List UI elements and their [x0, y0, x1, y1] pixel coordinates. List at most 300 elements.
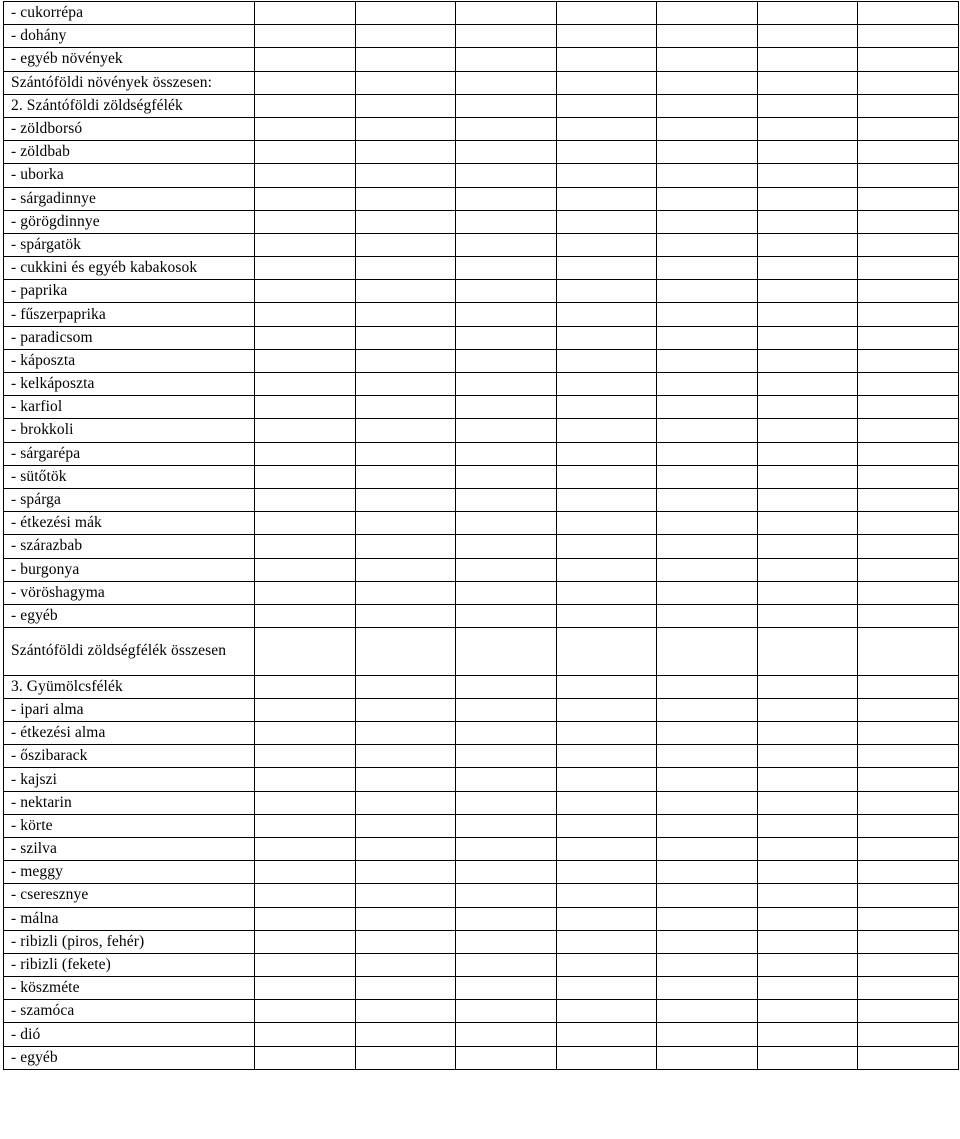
value-cell[interactable]: [255, 628, 356, 676]
value-cell[interactable]: [557, 1046, 657, 1069]
value-cell[interactable]: [456, 907, 557, 930]
value-cell[interactable]: [858, 628, 959, 676]
value-cell[interactable]: [758, 581, 858, 604]
value-cell[interactable]: [657, 488, 758, 511]
value-cell[interactable]: [255, 94, 356, 117]
value-cell[interactable]: [557, 953, 657, 976]
value-cell[interactable]: [858, 675, 959, 698]
value-cell[interactable]: [858, 442, 959, 465]
value-cell[interactable]: [758, 837, 858, 860]
value-cell[interactable]: [456, 442, 557, 465]
value-cell[interactable]: [758, 280, 858, 303]
value-cell[interactable]: [858, 164, 959, 187]
value-cell[interactable]: [456, 1046, 557, 1069]
value-cell[interactable]: [356, 488, 456, 511]
value-cell[interactable]: [356, 257, 456, 280]
value-cell[interactable]: [657, 1023, 758, 1046]
value-cell[interactable]: [657, 814, 758, 837]
value-cell[interactable]: [858, 419, 959, 442]
value-cell[interactable]: [758, 907, 858, 930]
value-cell[interactable]: [456, 25, 557, 48]
value-cell[interactable]: [657, 884, 758, 907]
value-cell[interactable]: [858, 837, 959, 860]
value-cell[interactable]: [557, 141, 657, 164]
value-cell[interactable]: [255, 396, 356, 419]
value-cell[interactable]: [456, 233, 557, 256]
value-cell[interactable]: [356, 977, 456, 1000]
value-cell[interactable]: [255, 210, 356, 233]
value-cell[interactable]: [758, 233, 858, 256]
value-cell[interactable]: [255, 722, 356, 745]
value-cell[interactable]: [557, 71, 657, 94]
value-cell[interactable]: [456, 837, 557, 860]
value-cell[interactable]: [758, 164, 858, 187]
value-cell[interactable]: [456, 187, 557, 210]
value-cell[interactable]: [557, 280, 657, 303]
value-cell[interactable]: [758, 722, 858, 745]
value-cell[interactable]: [255, 280, 356, 303]
value-cell[interactable]: [657, 210, 758, 233]
value-cell[interactable]: [858, 535, 959, 558]
value-cell[interactable]: [758, 141, 858, 164]
value-cell[interactable]: [255, 837, 356, 860]
value-cell[interactable]: [255, 326, 356, 349]
value-cell[interactable]: [356, 326, 456, 349]
value-cell[interactable]: [557, 326, 657, 349]
value-cell[interactable]: [255, 768, 356, 791]
value-cell[interactable]: [456, 488, 557, 511]
value-cell[interactable]: [858, 884, 959, 907]
value-cell[interactable]: [758, 791, 858, 814]
value-cell[interactable]: [456, 861, 557, 884]
value-cell[interactable]: [657, 94, 758, 117]
value-cell[interactable]: [858, 280, 959, 303]
value-cell[interactable]: [356, 698, 456, 721]
value-cell[interactable]: [356, 604, 456, 627]
value-cell[interactable]: [858, 977, 959, 1000]
value-cell[interactable]: [356, 465, 456, 488]
value-cell[interactable]: [557, 465, 657, 488]
value-cell[interactable]: [356, 442, 456, 465]
value-cell[interactable]: [758, 628, 858, 676]
value-cell[interactable]: [255, 558, 356, 581]
value-cell[interactable]: [657, 907, 758, 930]
value-cell[interactable]: [557, 930, 657, 953]
value-cell[interactable]: [657, 326, 758, 349]
value-cell[interactable]: [557, 768, 657, 791]
value-cell[interactable]: [456, 373, 557, 396]
value-cell[interactable]: [758, 768, 858, 791]
value-cell[interactable]: [557, 2, 657, 25]
value-cell[interactable]: [356, 210, 456, 233]
value-cell[interactable]: [858, 930, 959, 953]
value-cell[interactable]: [657, 768, 758, 791]
value-cell[interactable]: [858, 349, 959, 372]
value-cell[interactable]: [255, 349, 356, 372]
value-cell[interactable]: [657, 930, 758, 953]
value-cell[interactable]: [858, 25, 959, 48]
value-cell[interactable]: [557, 373, 657, 396]
value-cell[interactable]: [356, 837, 456, 860]
value-cell[interactable]: [557, 512, 657, 535]
value-cell[interactable]: [858, 373, 959, 396]
value-cell[interactable]: [356, 628, 456, 676]
value-cell[interactable]: [657, 604, 758, 627]
value-cell[interactable]: [356, 675, 456, 698]
value-cell[interactable]: [557, 861, 657, 884]
value-cell[interactable]: [356, 349, 456, 372]
value-cell[interactable]: [657, 257, 758, 280]
value-cell[interactable]: [657, 465, 758, 488]
value-cell[interactable]: [356, 907, 456, 930]
value-cell[interactable]: [858, 745, 959, 768]
value-cell[interactable]: [758, 2, 858, 25]
value-cell[interactable]: [255, 71, 356, 94]
value-cell[interactable]: [758, 396, 858, 419]
value-cell[interactable]: [557, 94, 657, 117]
value-cell[interactable]: [557, 303, 657, 326]
value-cell[interactable]: [858, 814, 959, 837]
value-cell[interactable]: [255, 257, 356, 280]
value-cell[interactable]: [657, 442, 758, 465]
value-cell[interactable]: [858, 1000, 959, 1023]
value-cell[interactable]: [456, 1000, 557, 1023]
value-cell[interactable]: [657, 558, 758, 581]
value-cell[interactable]: [557, 977, 657, 1000]
value-cell[interactable]: [557, 257, 657, 280]
value-cell[interactable]: [557, 349, 657, 372]
value-cell[interactable]: [758, 884, 858, 907]
value-cell[interactable]: [356, 861, 456, 884]
value-cell[interactable]: [657, 373, 758, 396]
value-cell[interactable]: [557, 442, 657, 465]
value-cell[interactable]: [657, 535, 758, 558]
value-cell[interactable]: [758, 349, 858, 372]
value-cell[interactable]: [255, 745, 356, 768]
value-cell[interactable]: [858, 48, 959, 71]
value-cell[interactable]: [456, 814, 557, 837]
value-cell[interactable]: [255, 604, 356, 627]
value-cell[interactable]: [758, 977, 858, 1000]
value-cell[interactable]: [858, 2, 959, 25]
value-cell[interactable]: [356, 117, 456, 140]
value-cell[interactable]: [858, 233, 959, 256]
value-cell[interactable]: [356, 953, 456, 976]
value-cell[interactable]: [858, 581, 959, 604]
value-cell[interactable]: [758, 930, 858, 953]
value-cell[interactable]: [657, 141, 758, 164]
value-cell[interactable]: [557, 25, 657, 48]
value-cell[interactable]: [858, 396, 959, 419]
value-cell[interactable]: [557, 210, 657, 233]
value-cell[interactable]: [456, 722, 557, 745]
value-cell[interactable]: [255, 373, 356, 396]
value-cell[interactable]: [657, 628, 758, 676]
value-cell[interactable]: [858, 722, 959, 745]
value-cell[interactable]: [858, 558, 959, 581]
value-cell[interactable]: [356, 930, 456, 953]
value-cell[interactable]: [657, 837, 758, 860]
value-cell[interactable]: [456, 419, 557, 442]
value-cell[interactable]: [456, 953, 557, 976]
value-cell[interactable]: [657, 698, 758, 721]
value-cell[interactable]: [758, 1023, 858, 1046]
value-cell[interactable]: [356, 814, 456, 837]
value-cell[interactable]: [858, 117, 959, 140]
value-cell[interactable]: [758, 419, 858, 442]
value-cell[interactable]: [456, 71, 557, 94]
value-cell[interactable]: [557, 581, 657, 604]
value-cell[interactable]: [557, 884, 657, 907]
value-cell[interactable]: [758, 187, 858, 210]
value-cell[interactable]: [456, 745, 557, 768]
value-cell[interactable]: [858, 698, 959, 721]
value-cell[interactable]: [255, 164, 356, 187]
value-cell[interactable]: [255, 953, 356, 976]
value-cell[interactable]: [356, 512, 456, 535]
value-cell[interactable]: [758, 953, 858, 976]
value-cell[interactable]: [858, 907, 959, 930]
value-cell[interactable]: [456, 698, 557, 721]
value-cell[interactable]: [356, 25, 456, 48]
value-cell[interactable]: [657, 581, 758, 604]
value-cell[interactable]: [557, 396, 657, 419]
value-cell[interactable]: [657, 25, 758, 48]
value-cell[interactable]: [758, 442, 858, 465]
value-cell[interactable]: [456, 628, 557, 676]
value-cell[interactable]: [657, 791, 758, 814]
value-cell[interactable]: [456, 465, 557, 488]
value-cell[interactable]: [356, 94, 456, 117]
value-cell[interactable]: [858, 94, 959, 117]
value-cell[interactable]: [456, 303, 557, 326]
value-cell[interactable]: [557, 117, 657, 140]
value-cell[interactable]: [758, 675, 858, 698]
value-cell[interactable]: [758, 117, 858, 140]
value-cell[interactable]: [858, 187, 959, 210]
value-cell[interactable]: [356, 1046, 456, 1069]
value-cell[interactable]: [456, 768, 557, 791]
value-cell[interactable]: [456, 164, 557, 187]
value-cell[interactable]: [255, 861, 356, 884]
value-cell[interactable]: [657, 280, 758, 303]
value-cell[interactable]: [758, 535, 858, 558]
value-cell[interactable]: [557, 48, 657, 71]
value-cell[interactable]: [758, 326, 858, 349]
value-cell[interactable]: [758, 303, 858, 326]
value-cell[interactable]: [255, 791, 356, 814]
value-cell[interactable]: [456, 326, 557, 349]
value-cell[interactable]: [456, 604, 557, 627]
value-cell[interactable]: [456, 581, 557, 604]
value-cell[interactable]: [657, 71, 758, 94]
value-cell[interactable]: [255, 675, 356, 698]
value-cell[interactable]: [356, 303, 456, 326]
value-cell[interactable]: [356, 48, 456, 71]
value-cell[interactable]: [255, 907, 356, 930]
value-cell[interactable]: [657, 419, 758, 442]
value-cell[interactable]: [657, 396, 758, 419]
value-cell[interactable]: [456, 558, 557, 581]
value-cell[interactable]: [255, 512, 356, 535]
value-cell[interactable]: [858, 1023, 959, 1046]
value-cell[interactable]: [255, 303, 356, 326]
value-cell[interactable]: [456, 48, 557, 71]
value-cell[interactable]: [858, 861, 959, 884]
value-cell[interactable]: [356, 1023, 456, 1046]
value-cell[interactable]: [557, 535, 657, 558]
value-cell[interactable]: [557, 628, 657, 676]
value-cell[interactable]: [356, 71, 456, 94]
value-cell[interactable]: [255, 187, 356, 210]
value-cell[interactable]: [356, 535, 456, 558]
value-cell[interactable]: [758, 1000, 858, 1023]
value-cell[interactable]: [758, 25, 858, 48]
value-cell[interactable]: [858, 465, 959, 488]
value-cell[interactable]: [758, 698, 858, 721]
value-cell[interactable]: [758, 48, 858, 71]
value-cell[interactable]: [255, 233, 356, 256]
value-cell[interactable]: [657, 1000, 758, 1023]
value-cell[interactable]: [657, 722, 758, 745]
value-cell[interactable]: [255, 141, 356, 164]
value-cell[interactable]: [758, 512, 858, 535]
value-cell[interactable]: [456, 349, 557, 372]
value-cell[interactable]: [356, 745, 456, 768]
value-cell[interactable]: [858, 488, 959, 511]
value-cell[interactable]: [557, 233, 657, 256]
value-cell[interactable]: [356, 419, 456, 442]
value-cell[interactable]: [657, 48, 758, 71]
value-cell[interactable]: [456, 141, 557, 164]
value-cell[interactable]: [456, 210, 557, 233]
value-cell[interactable]: [456, 117, 557, 140]
value-cell[interactable]: [456, 884, 557, 907]
value-cell[interactable]: [657, 187, 758, 210]
value-cell[interactable]: [356, 581, 456, 604]
value-cell[interactable]: [758, 373, 858, 396]
value-cell[interactable]: [356, 280, 456, 303]
value-cell[interactable]: [557, 187, 657, 210]
value-cell[interactable]: [255, 1046, 356, 1069]
value-cell[interactable]: [255, 535, 356, 558]
value-cell[interactable]: [557, 1023, 657, 1046]
value-cell[interactable]: [557, 791, 657, 814]
value-cell[interactable]: [557, 488, 657, 511]
value-cell[interactable]: [356, 2, 456, 25]
value-cell[interactable]: [657, 977, 758, 1000]
value-cell[interactable]: [657, 233, 758, 256]
value-cell[interactable]: [356, 373, 456, 396]
value-cell[interactable]: [758, 488, 858, 511]
value-cell[interactable]: [255, 581, 356, 604]
value-cell[interactable]: [858, 326, 959, 349]
value-cell[interactable]: [557, 745, 657, 768]
value-cell[interactable]: [255, 977, 356, 1000]
value-cell[interactable]: [557, 675, 657, 698]
value-cell[interactable]: [255, 465, 356, 488]
value-cell[interactable]: [456, 1023, 557, 1046]
value-cell[interactable]: [356, 768, 456, 791]
value-cell[interactable]: [356, 791, 456, 814]
value-cell[interactable]: [758, 257, 858, 280]
value-cell[interactable]: [858, 791, 959, 814]
value-cell[interactable]: [657, 303, 758, 326]
value-cell[interactable]: [657, 861, 758, 884]
value-cell[interactable]: [858, 512, 959, 535]
value-cell[interactable]: [557, 907, 657, 930]
value-cell[interactable]: [557, 419, 657, 442]
value-cell[interactable]: [657, 675, 758, 698]
value-cell[interactable]: [456, 512, 557, 535]
value-cell[interactable]: [255, 419, 356, 442]
value-cell[interactable]: [456, 257, 557, 280]
value-cell[interactable]: [758, 1046, 858, 1069]
value-cell[interactable]: [657, 349, 758, 372]
value-cell[interactable]: [758, 604, 858, 627]
value-cell[interactable]: [356, 1000, 456, 1023]
value-cell[interactable]: [657, 1046, 758, 1069]
value-cell[interactable]: [557, 698, 657, 721]
value-cell[interactable]: [758, 558, 858, 581]
value-cell[interactable]: [858, 953, 959, 976]
value-cell[interactable]: [356, 187, 456, 210]
value-cell[interactable]: [255, 930, 356, 953]
value-cell[interactable]: [255, 117, 356, 140]
value-cell[interactable]: [657, 117, 758, 140]
value-cell[interactable]: [858, 604, 959, 627]
value-cell[interactable]: [858, 141, 959, 164]
value-cell[interactable]: [356, 164, 456, 187]
value-cell[interactable]: [456, 94, 557, 117]
value-cell[interactable]: [356, 233, 456, 256]
value-cell[interactable]: [456, 535, 557, 558]
value-cell[interactable]: [758, 745, 858, 768]
value-cell[interactable]: [456, 280, 557, 303]
value-cell[interactable]: [456, 2, 557, 25]
value-cell[interactable]: [557, 164, 657, 187]
value-cell[interactable]: [858, 257, 959, 280]
value-cell[interactable]: [356, 884, 456, 907]
value-cell[interactable]: [657, 745, 758, 768]
value-cell[interactable]: [858, 210, 959, 233]
value-cell[interactable]: [356, 558, 456, 581]
value-cell[interactable]: [858, 303, 959, 326]
value-cell[interactable]: [255, 488, 356, 511]
value-cell[interactable]: [456, 930, 557, 953]
value-cell[interactable]: [356, 722, 456, 745]
value-cell[interactable]: [356, 396, 456, 419]
value-cell[interactable]: [858, 768, 959, 791]
value-cell[interactable]: [758, 210, 858, 233]
value-cell[interactable]: [456, 977, 557, 1000]
value-cell[interactable]: [255, 884, 356, 907]
value-cell[interactable]: [255, 442, 356, 465]
value-cell[interactable]: [657, 512, 758, 535]
value-cell[interactable]: [255, 1000, 356, 1023]
value-cell[interactable]: [255, 1023, 356, 1046]
value-cell[interactable]: [456, 396, 557, 419]
value-cell[interactable]: [858, 1046, 959, 1069]
value-cell[interactable]: [255, 698, 356, 721]
value-cell[interactable]: [255, 814, 356, 837]
value-cell[interactable]: [758, 71, 858, 94]
value-cell[interactable]: [657, 953, 758, 976]
value-cell[interactable]: [557, 722, 657, 745]
value-cell[interactable]: [758, 94, 858, 117]
value-cell[interactable]: [255, 25, 356, 48]
value-cell[interactable]: [255, 48, 356, 71]
